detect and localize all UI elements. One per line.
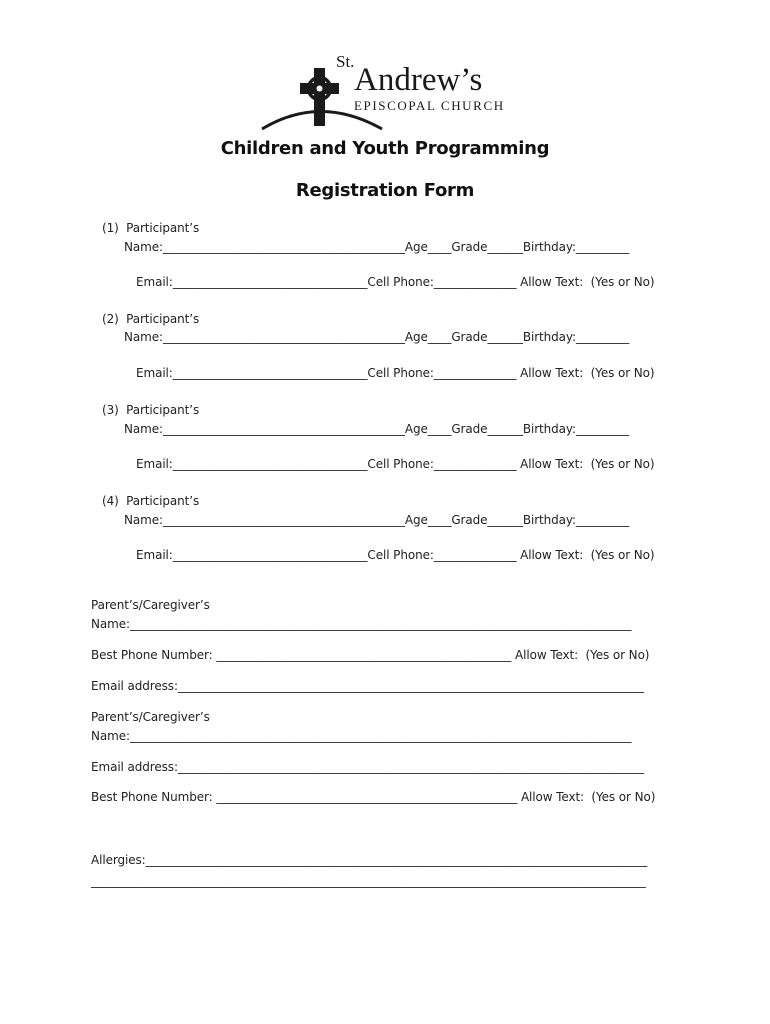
participant-1-name-line[interactable]: Name:_________________________________________Age____Grade______Birthday:_________ [124, 240, 630, 254]
participant-2-email-line[interactable]: Email:_________________________________Cell Phone:______________ Allow Text: (Yes or No) [136, 366, 655, 380]
parent-2-label: Parent’s/Caregiver’s [91, 710, 210, 724]
logo-st-text: St. [336, 52, 355, 71]
parent-2-phone-line[interactable]: Best Phone Number: ___________________________________________________ Allow Text: (Yes or No) [91, 790, 656, 804]
logo-name-text: Andrew’s [354, 62, 483, 98]
logo-subtitle-text: EPISCOPAL CHURCH [354, 98, 505, 113]
parent-2-email-line[interactable]: Email address:_______________________________________________________________________________ [91, 760, 644, 774]
church-logo [258, 52, 518, 134]
parent-1-email-line[interactable]: Email address:_______________________________________________________________________________ [91, 679, 644, 693]
participant-2-label: (2) Participant’s [102, 312, 200, 326]
allergies-continuation-line[interactable]: ______________________________________________________________________________________________ [91, 874, 646, 888]
participant-3-email-line[interactable]: Email:_________________________________Cell Phone:______________ Allow Text: (Yes or No) [136, 457, 655, 471]
participant-2-name-line[interactable]: Name:_________________________________________Age____Grade______Birthday:_________ [124, 330, 630, 344]
form-subtitle: Registration Form [295, 180, 475, 201]
allergies-line[interactable]: Allergies:_____________________________________________________________________________________ [91, 853, 648, 867]
parent-2-name-line[interactable]: Name:_____________________________________________________________________________________ [91, 729, 632, 743]
participant-4-label: (4) Participant’s [102, 494, 200, 508]
parent-1-phone-line[interactable]: Best Phone Number: __________________________________________________ Allow Text: (Yes or No) [91, 648, 650, 662]
form-title: Children and Youth Programming [220, 138, 550, 159]
participant-1-email-line[interactable]: Email:_________________________________Cell Phone:______________ Allow Text: (Yes or No) [136, 275, 655, 289]
participant-3-name-line[interactable]: Name:_________________________________________Age____Grade______Birthday:_________ [124, 422, 630, 436]
participant-4-name-line[interactable]: Name:_________________________________________Age____Grade______Birthday:_________ [124, 513, 630, 527]
church-logo-graphic [258, 52, 518, 134]
cross-center [317, 86, 323, 92]
parent-1-name-line[interactable]: Name:_____________________________________________________________________________________ [91, 617, 632, 631]
participant-3-label: (3) Participant’s [102, 403, 200, 417]
participant-1-label: (1) Participant’s [102, 221, 200, 235]
participant-4-email-line[interactable]: Email:_________________________________Cell Phone:______________ Allow Text: (Yes or No) [136, 548, 655, 562]
parent-1-label: Parent’s/Caregiver’s [91, 598, 210, 612]
